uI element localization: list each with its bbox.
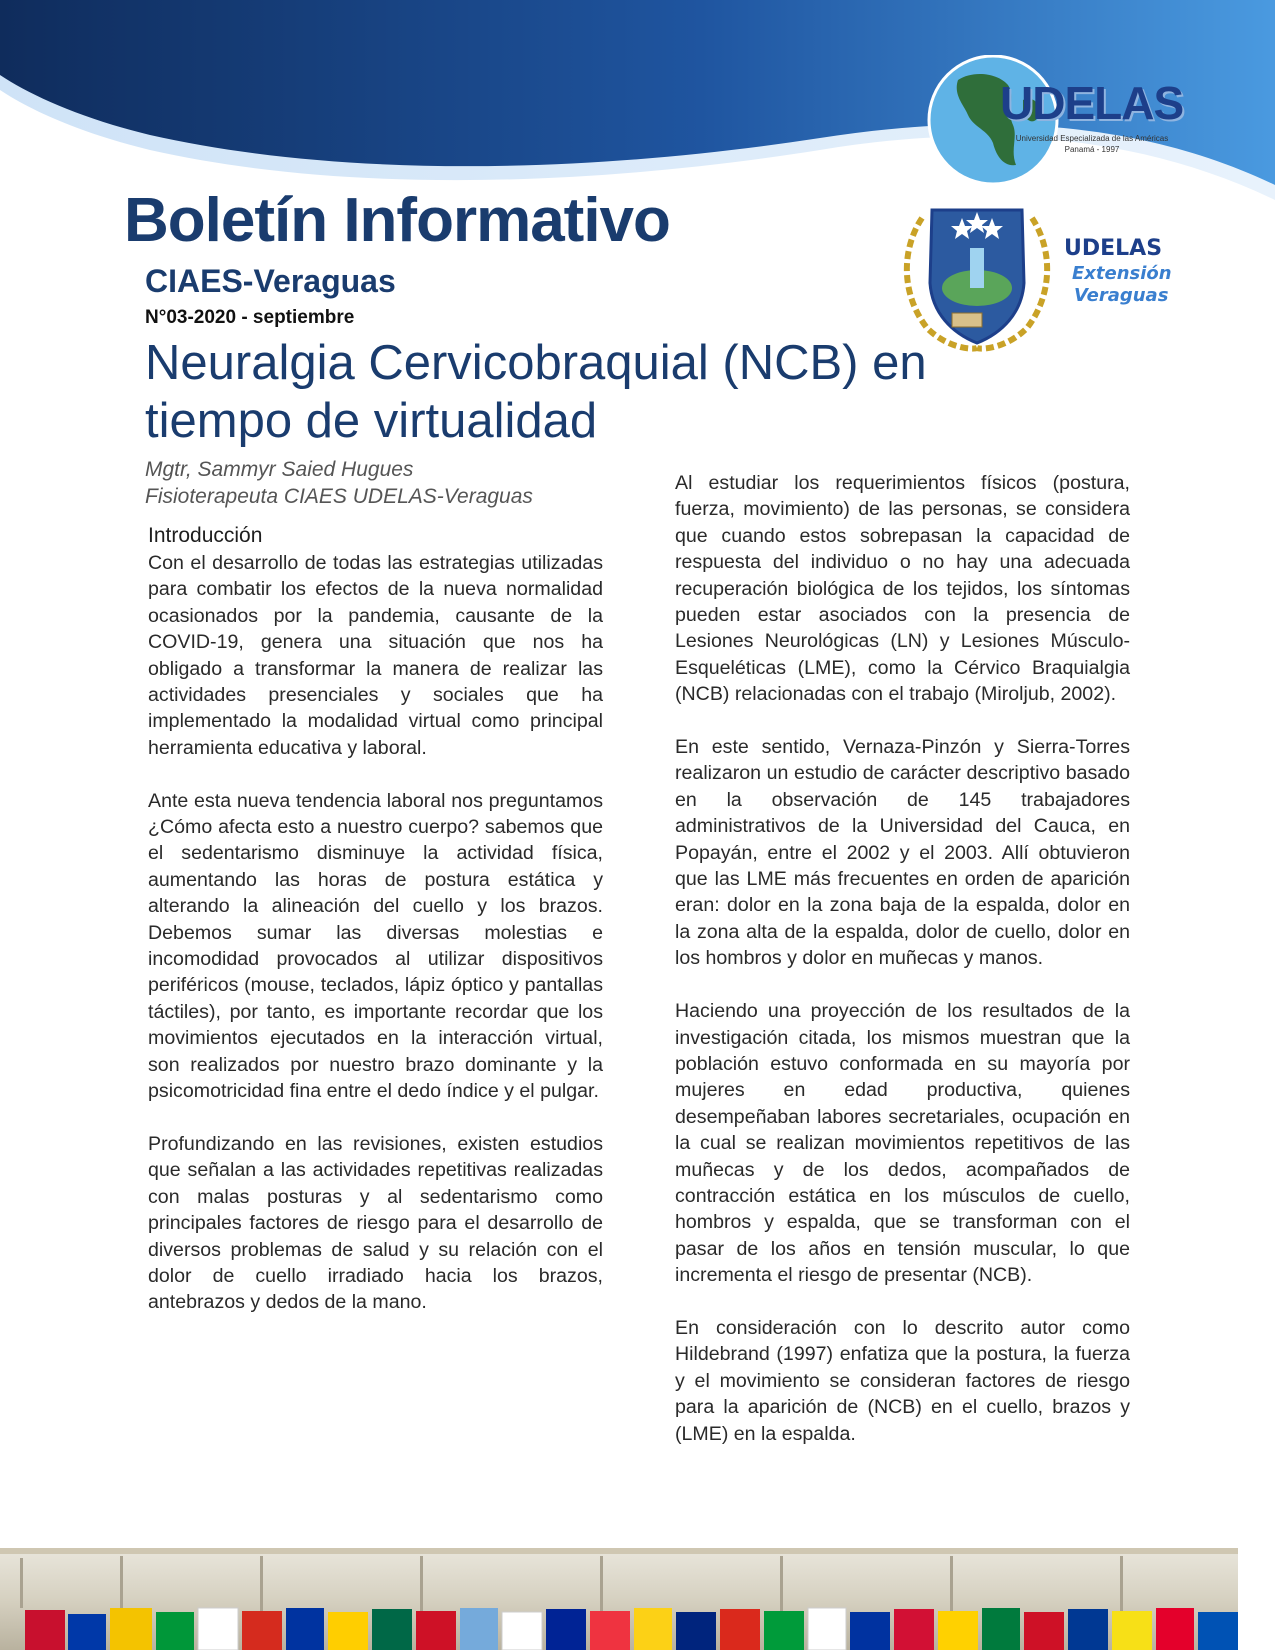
bulletin-issue: N°03-2020 - septiembre bbox=[145, 307, 355, 328]
udelas-logo-tagline-year: Panamá - 1997 bbox=[1064, 145, 1120, 154]
left-column bbox=[148, 522, 603, 1342]
extension-line-2: Extensión bbox=[1072, 262, 1172, 284]
right-column bbox=[675, 470, 1130, 1473]
crest-emblem bbox=[892, 198, 1062, 353]
article-author bbox=[145, 456, 533, 511]
author-role: Fisioterapeuta CIAES UDELAS-Veraguas bbox=[145, 485, 533, 509]
right-paragraph-4: En consideración con lo descrito autor como Hildebrand (1997) enfatiza que la postura, la fuerza y el movimiento se consideran factores de riesgo para la aparición de (NCB) en el cuello, brazos y (LME) en la espalda. bbox=[675, 1316, 1130, 1445]
left-paragraph-3: Profundizando en las revisiones, existen estudios que señalan a las actividades repetitivas realizadas con malas posturas y al sedentarismo como principales factores de riesgo para el desarrollo de diversos problemas de salud y su relación con el dolor de cuello irradiado hacia los brazos, antebrazos y dedos de la mano. bbox=[148, 1132, 603, 1314]
extension-line-3: Veraguas bbox=[1074, 284, 1169, 306]
footer-flags-photo bbox=[0, 1548, 1238, 1650]
left-paragraph-2: Ante esta nueva tendencia laboral nos preguntamos ¿Cómo afecta esto a nuestro cuerpo? sabemos que el sedentarismo disminuye la actividad física, aumentando las horas de postura estática y alterando la alineación del cuello y los brazos. Debemos sumar las diversas molestias e incomodidad provocados al utilizar dispositivos periféricos (mouse, teclados, lápiz óptico y pantallas táctiles), por tanto, es importante recordar que los movimientos ejecutados en la interacción virtual, son realizados por nuestro brazo dominante y la psicomotricidad fina entre el dedo índice y el pulgar. bbox=[148, 789, 603, 1103]
intro-heading: Introducción bbox=[148, 524, 263, 547]
udelas-logo-tagline: Universidad Especializada de las Américas bbox=[1015, 134, 1169, 143]
right-paragraph-1: Al estudiar los requerimientos físicos (postura, fuerza, movimiento) de las personas, se considera que cuando estos sobrepasan la capacidad de respuesta del individuo o no hay una adecuada recuperación biológica de los tejidos, los síntomas pueden estar asociados con la presencia de Lesiones Neurológicas (LN) y Lesiones Músculo-Esqueléticas (LME), como la Cérvico Braquialgia (NCB) relacionadas con el trabajo (Miroljub, 2002). bbox=[675, 472, 1130, 706]
right-paragraph-2: En este sentido, Vernaza-Pinzón y Sierra-Torres realizaron un estudio de carácter descriptivo basado en la observación de 145 trabajadores administrativos de la Universidad del Cauca, en Popayán, entre el 2002 y el 2003. Allí obtuvieron que las LME más frecuentes en orden de aparición eran: dolor en la zona baja de la espalda, dolor en la zona alta de la espalda, dolor de cuello, dolor en los hombros y dolor en muñecas y manos. bbox=[675, 736, 1130, 970]
bulletin-subtitle: CIAES-Veraguas bbox=[145, 263, 396, 299]
extension-line-1: UDELAS bbox=[1064, 236, 1163, 261]
udelas-logo-wordmark: UDELAS bbox=[1000, 77, 1184, 129]
author-name: Mgtr, Sammyr Saied Hugues bbox=[145, 458, 414, 481]
bulletin-title: Boletín Informativo bbox=[124, 186, 670, 255]
left-paragraph-1: Con el desarrollo de todas las estrategias utilizadas para combatir los efectos de la nueva normalidad ocasionados por la pandemia, causante de la COVID-19, genera una situación que nos ha obligado a transformar la manera de realizar las actividades presenciales y sociales que ha implementado la modalidad virtual como principal herramienta educativa y laboral. bbox=[148, 552, 603, 759]
right-paragraph-3: Haciendo una proyección de los resultados de la investigación citada, los mismos muestran que la población estuvo conformada en su mayoría por mujeres en edad productiva, quienes desempeñaban labores secretariales, ocupación en la cual se realizan movimientos repetitivos de las muñecas y de los dedos, acompañados de contracción estática en los músculos de cuello, hombros y espalda, que se transforman con el pasar de los años en tensión muscular, lo que incrementa el riesgo de presentar (NCB). bbox=[675, 1000, 1130, 1287]
article-title: Neuralgia Cervicobraquial (NCB) en tiempo de virtualidad bbox=[145, 336, 927, 448]
extension-label bbox=[1064, 236, 1172, 307]
